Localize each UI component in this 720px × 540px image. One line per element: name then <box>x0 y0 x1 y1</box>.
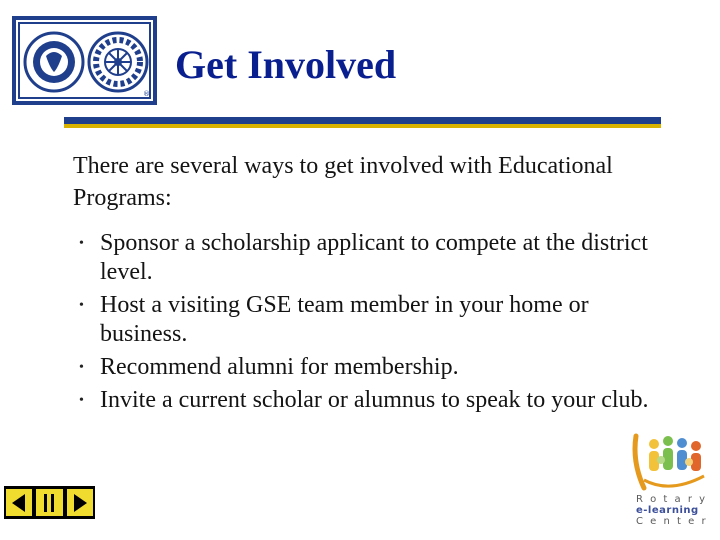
slide-title: Get Involved <box>175 42 397 87</box>
bullet-text: Host a visiting GSE team member in your home or business. <box>100 292 589 347</box>
list-item <box>73 229 673 287</box>
previous-button[interactable] <box>5 488 33 517</box>
rotary-foundation-emblem-icon <box>25 33 83 91</box>
bullet-dot-icon: • <box>79 298 84 313</box>
bullet-dot-icon: • <box>79 360 84 375</box>
title-rule-gold <box>64 124 661 128</box>
bullet-dot-icon: • <box>79 393 84 408</box>
bullet-text: Sponsor a scholarship applicant to compete at the district level. <box>100 230 648 285</box>
list-item <box>73 291 673 349</box>
registered-mark: ® <box>143 90 150 98</box>
pause-bars-icon <box>39 492 59 514</box>
intro-text: There are several ways to get involved with Educational Programs: <box>73 153 613 211</box>
bullet-text: Invite a current scholar or alumnus to speak to your club. <box>100 387 649 413</box>
elearning-center-wordmark <box>636 494 712 527</box>
next-button[interactable] <box>66 488 94 517</box>
title-rule-blue <box>64 117 661 124</box>
rotary-logo-banner <box>12 16 157 105</box>
list-item <box>73 386 673 415</box>
wordmark-line-2: e-learning <box>636 505 699 516</box>
wordmark-line-3: C e n t e r <box>636 516 708 527</box>
rotary-international-wheel-icon <box>89 33 147 91</box>
wordmark-line-1: R o t a r y <box>636 494 708 505</box>
bullet-text: Recommend alumni for membership. <box>100 354 459 380</box>
list-item <box>73 353 673 382</box>
slide-navigation <box>4 486 95 519</box>
bullet-list <box>73 229 673 419</box>
bullet-dot-icon: • <box>79 236 84 251</box>
previous-triangle-icon <box>9 492 29 514</box>
next-triangle-icon <box>70 492 90 514</box>
pause-button[interactable] <box>35 488 63 517</box>
